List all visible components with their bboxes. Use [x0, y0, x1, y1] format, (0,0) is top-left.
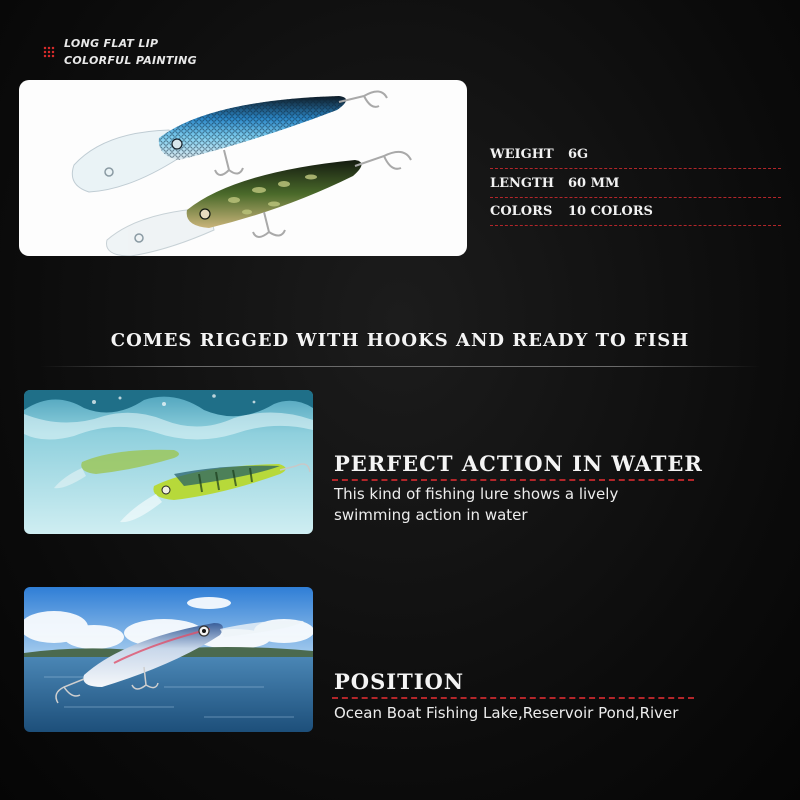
product-image-panel: [19, 80, 467, 256]
lake-illustration: [24, 587, 313, 732]
spec-divider: [490, 168, 781, 169]
section-desc-action: [334, 484, 754, 526]
heading-divider: [40, 366, 760, 367]
desc-line: swimming action in water: [334, 506, 528, 524]
rigged-heading: COMES RIGGED WITH HOOKS AND READY TO FISH: [110, 330, 690, 351]
underwater-action-image: [24, 390, 313, 534]
section-divider-position: [332, 697, 694, 699]
feature-long-flat-lip: LONG FLAT LIP: [64, 37, 159, 50]
section-title-position: POSITION: [334, 669, 465, 694]
feature-colorful-painting: COLORFUL PAINTING: [64, 54, 197, 67]
desc-line: This kind of fishing lure shows a lively: [334, 485, 619, 503]
desc-line: Ocean Boat Fishing Lake,Reservoir Pond,River: [334, 704, 679, 722]
spec-value: 60 MM: [568, 176, 620, 191]
spec-row-length: [490, 170, 781, 198]
spec-label: LENGTH: [490, 176, 554, 191]
underwater-illustration: [24, 390, 313, 534]
spec-label: COLORS: [490, 204, 553, 219]
spec-row-colors: [490, 198, 781, 226]
spec-divider: [490, 225, 781, 226]
section-title-action: PERFECT ACTION IN WATER: [334, 451, 703, 476]
bullet-dots-icon: [43, 46, 55, 58]
spec-value: 6G: [568, 147, 589, 162]
lake-scene-image: [24, 587, 313, 732]
section-desc-position: [334, 703, 754, 724]
spec-value: 10 COLORS: [568, 204, 653, 219]
spec-label: WEIGHT: [490, 147, 554, 162]
lure-pair-illustration: [19, 80, 467, 256]
section-divider-action: [332, 479, 694, 481]
spec-row-weight: [490, 141, 781, 169]
